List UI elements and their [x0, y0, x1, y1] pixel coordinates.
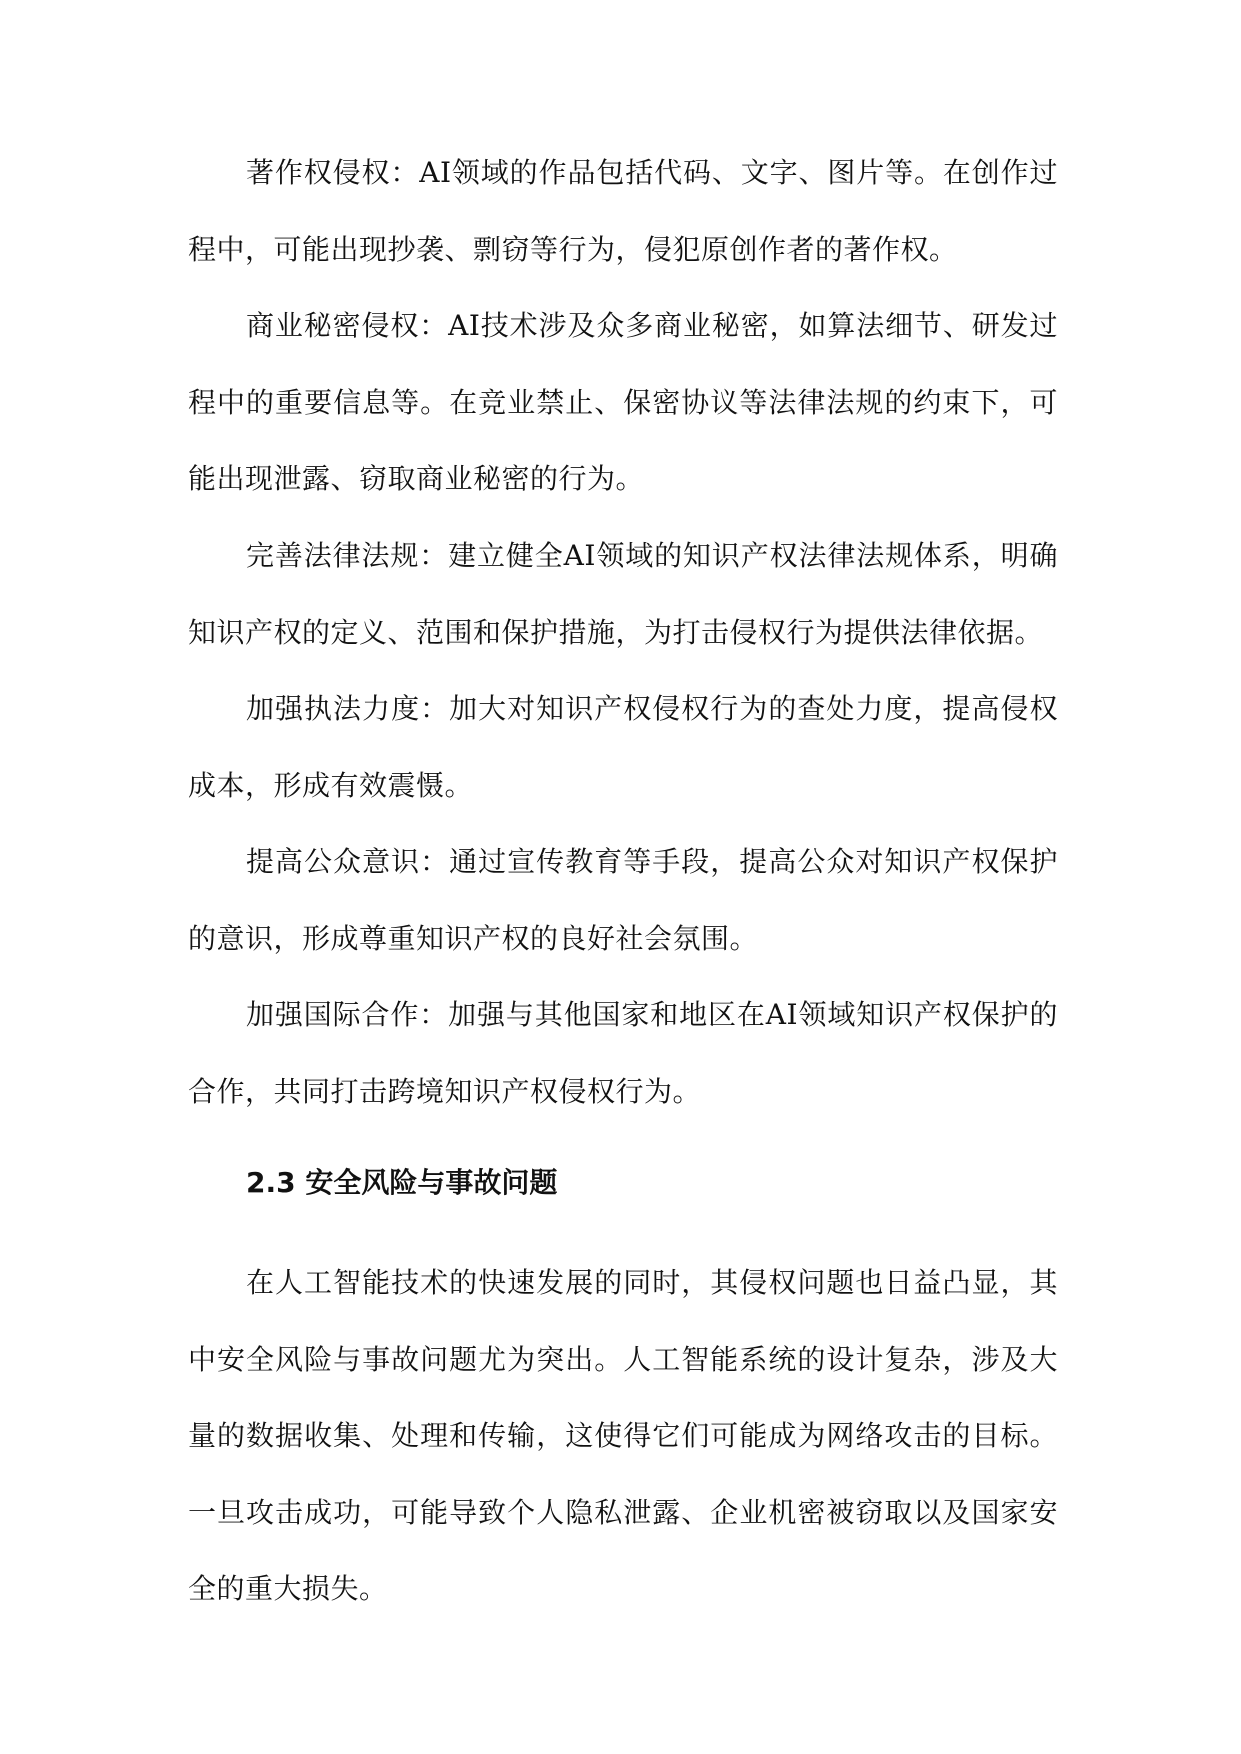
paragraph-security-risks: 在人工智能技术的快速发展的同时，其侵权问题也日益凸显，其中安全风险与事故问题尤为突出。人工智能系统的设计复杂，涉及大量的数据收集、处理和传输，这使得它们可能成为网络攻击的目标。一旦攻击成功，可能导致个人隐私泄露、企业机密被窃取以及国家安全的重大损失。	[188, 1266, 1058, 1605]
paragraph-strengthen-enforcement: 加强执法力度：加大对知识产权侵权行为的查处力度，提高侵权成本，形成有效震慑。	[188, 692, 1058, 802]
paragraph-improve-laws: 完善法律法规：建立健全AI领域的知识产权法律法规体系，明确知识产权的定义、范围和保护措施，为打击侵权行为提供法律依据。	[188, 539, 1058, 649]
paragraph-public-awareness: 提高公众意识：通过宣传教育等手段，提高公众对知识产权保护的意识，形成尊重知识产权的良好社会氛围。	[188, 845, 1058, 955]
paragraph-international-cooperation: 加强国际合作：加强与其他国家和地区在AI领域知识产权保护的合作，共同打击跨境知识产权侵权行为。	[188, 998, 1058, 1108]
paragraph-copyright-infringement: 著作权侵权：AI领域的作品包括代码、文字、图片等。在创作过程中，可能出现抄袭、剽窃等行为，侵犯原创作者的著作权。	[188, 156, 1058, 266]
paragraph-trade-secret-infringement: 商业秘密侵权：AI技术涉及众多商业秘密，如算法细节、研发过程中的重要信息等。在竞业禁止、保密协议等法律法规的约束下，可能出现泄露、窃取商业秘密的行为。	[188, 309, 1058, 495]
section-heading: 2.3 安全风险与事故问题	[246, 1166, 558, 1199]
